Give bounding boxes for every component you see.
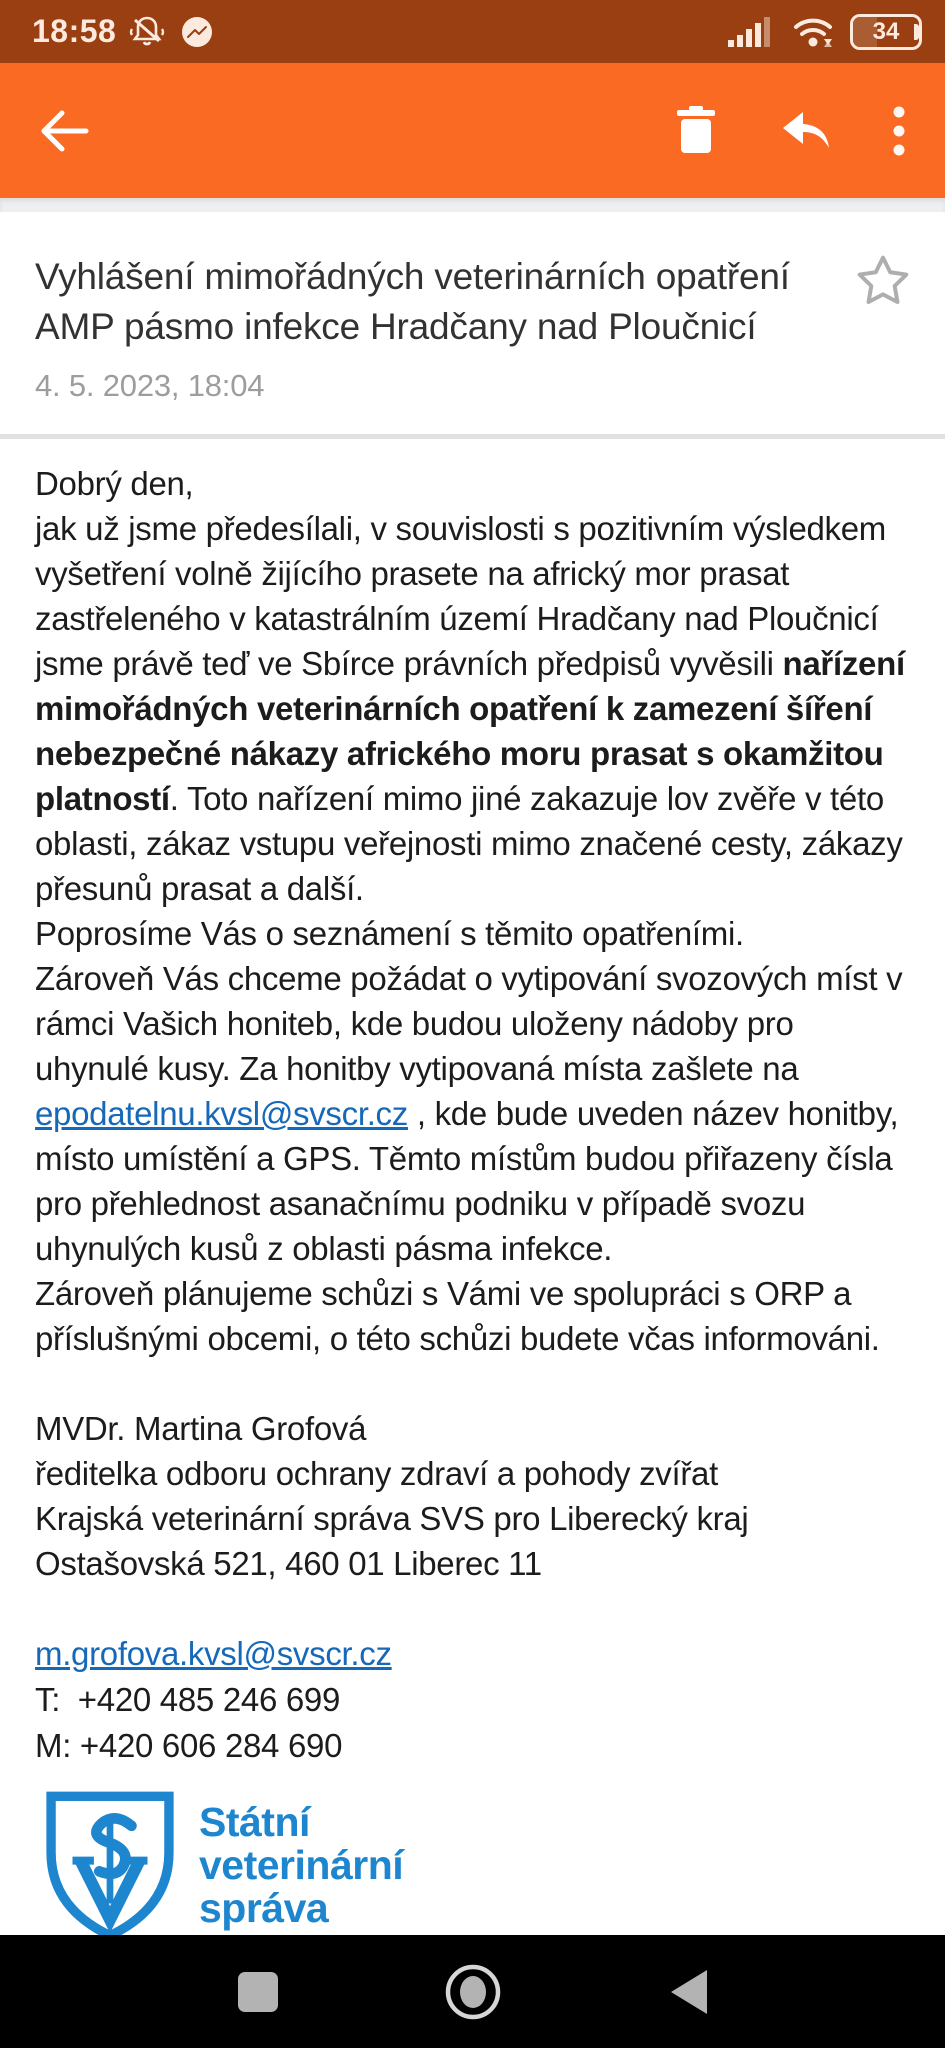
recents-button[interactable] [228,1962,288,2022]
reply-button[interactable] [779,108,831,154]
phone-landline: T: +420 485 246 699 [35,1681,341,1718]
signature-title: ředitelka odboru ochrany zdraví a pohody zvířat [35,1455,718,1492]
email-subject: Vyhlášení mimořádných veterinárních opatření AMP pásmo infekce Hradčany nad Ploučnicí [35,256,790,347]
signature-organization: Krajská veterinární správa SVS pro Liberecký kraj [35,1500,749,1537]
email-body-card [0,439,945,1941]
app-bar [0,63,945,198]
signature-name: MVDr. Martina Grofová [35,1410,367,1447]
trash-icon [675,106,717,156]
subject-card [0,212,945,434]
signature-address: Ostašovská 521, 460 01 Liberec 11 [35,1545,542,1582]
home-button[interactable] [443,1962,503,2022]
svs-shield-icon [43,1791,177,1941]
body-paragraph-collection: Zároveň Vás chceme požádat o vytipování svozových míst v rámci Vašich honiteb, kde budou uloženy nádoby pro uhynulé kusy. Za honitby vytipovaná místa zašlete na epodatelnu.kvsl@svscr.cz , kde bude uveden název honitby, místo umístění a GPS. Těmto místům budou přiřazeny čísla pro přehlednost asanačnímu podniku v případě svozu uhynulých kusů z oblasti pásma infekce. [35,960,903,1267]
sender-email-link[interactable]: m.grofova.kvsl@svscr.cz [35,1635,392,1672]
signal-icon [726,14,778,50]
wifi-icon [790,13,838,51]
delete-button[interactable] [675,106,717,156]
clock: 18:58 [32,13,117,49]
appbar-shadow [0,198,945,212]
email-body [35,461,915,1361]
back-triangle-icon [667,1968,709,2016]
bell-muted-icon [128,13,166,51]
battery-percent: 34 [872,17,900,45]
battery-icon [850,14,919,50]
recents-square-icon [235,1969,281,2015]
svs-logo-line2: veterinární [199,1842,404,1888]
status-bar [0,0,945,63]
messenger-icon [178,13,216,51]
phone-mobile: M: +420 606 284 690 [35,1727,343,1764]
epodatelna-email-link[interactable]: epodatelnu.kvsl@svscr.cz [35,1095,408,1132]
overflow-menu-icon [893,106,905,156]
body-paragraph-announcement: jak už jsme předesílali, v souvislosti s pozitivním výsledkem vyšetření volně žijícího prasete na africký mor prasat zastřeleného v katastrálním území Hradčany nad Ploučnicí jsme právě teď ve Sbírce právních předpisů vyvěsili nařízení mimořádných veterinárních opatření k zamezení šíření nebezpečné nákazy afrického moru prasat s okamžitou platností. Toto nařízení mimo jiné zakazuje lov zvěře v této oblasti, zákaz vstupu veřejnosti mimo značené cesty, zákazy přesunů prasat a další. [35,510,905,907]
overflow-menu-button[interactable] [893,106,905,156]
bold-regulation-text: nařízení mimořádných veterinárních opatření k zamezení šíření nebezpečné nákazy afrického moru prasat s okamžitou platností [35,645,905,817]
svs-logo-line3: správa [199,1885,329,1931]
body-paragraph-request: Poprosíme Vás o seznámení s těmito opatřeními. [35,915,744,952]
body-paragraph-meeting: Zároveň plánujeme schůzi s Vámi ve spolupráci s ORP a příslušnými obcemi, o této schůzi budete včas informováni. [35,1275,880,1357]
back-nav-button[interactable] [658,1962,718,2022]
svs-logo-text [199,1801,403,1930]
status-bar-left [32,13,216,51]
reply-icon [779,108,831,154]
back-arrow-icon [38,108,90,154]
android-nav-bar [0,1935,945,2048]
email-date: 4. 5. 2023, 18:04 [35,368,265,403]
status-bar-right [726,13,919,51]
body-paragraph-greeting: Dobrý den, [35,465,194,502]
star-icon [855,254,911,308]
svs-logo [35,1791,915,1941]
back-button[interactable] [38,108,90,154]
home-circle-icon [444,1963,502,2021]
svs-logo-line1: Státní [199,1799,310,1845]
star-button[interactable] [855,254,911,311]
